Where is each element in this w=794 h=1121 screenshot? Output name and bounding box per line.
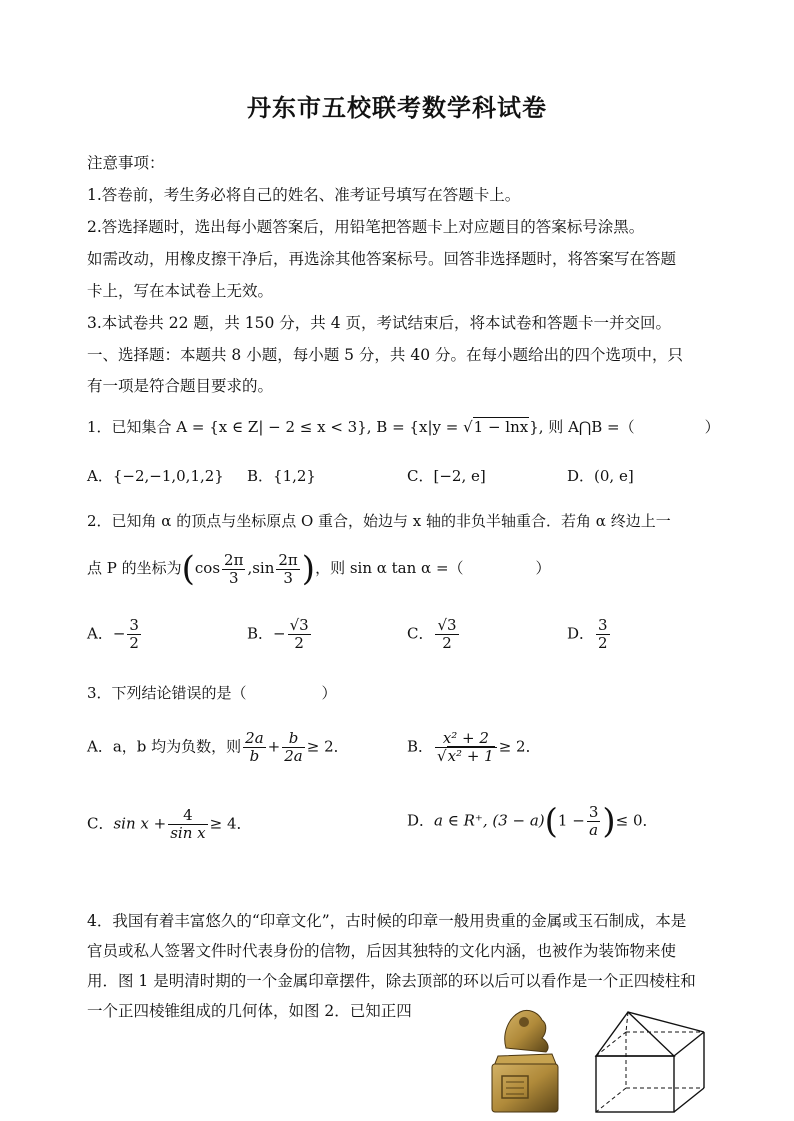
notice-line-5: 3.本试卷共 22 题，共 150 分，共 4 页，考试结束后，将本试卷和答题卡一并交回。 — [87, 314, 672, 332]
q1-option-c: C．[−2, e] — [407, 467, 486, 485]
q3-d-text: a ∈ R⁺, (3 − a) — [434, 811, 545, 830]
q2-frac2-den: 3 — [283, 568, 293, 587]
q3-d-den: a — [589, 821, 599, 839]
q1-option-d: D．(0, e] — [567, 467, 634, 485]
q2-option-b-den: 2 — [294, 634, 304, 652]
q2-option-b-label: B． — [247, 624, 274, 643]
q2-cos: cos — [194, 559, 221, 577]
q3-c-text: sin x + — [113, 814, 167, 833]
q3-option-c-label: C． — [87, 814, 114, 833]
section-heading-line-1: 一、选择题：本题共 8 小题，每小题 5 分，共 40 分。在每小题给出的四个选项中，只 — [87, 346, 684, 364]
q2-option-a-num: 3 — [129, 616, 139, 634]
q2-option-c-den: 2 — [442, 634, 452, 652]
notice-line-3: 如需改动，用橡皮擦干净后，再选涂其他答案标号。回答非选择题时，将答案写在答题 — [87, 250, 677, 268]
q2-sin: sin — [252, 559, 275, 577]
question-3-stem: 3．下列结论错误的是（ ） — [87, 684, 337, 702]
q2-option-d-num: 3 — [598, 616, 608, 634]
q3-a-plus: + — [267, 737, 281, 756]
q2-frac2-num: 2π — [278, 550, 298, 569]
q3-a-frac1-num: 2a — [245, 729, 264, 747]
q3-option-a-label: A． — [87, 737, 113, 756]
q2-option-c-num: √3 — [437, 616, 457, 634]
q2-option-d — [567, 617, 612, 652]
figure-2-prism-pyramid-diagram — [592, 1010, 718, 1118]
q1-stem-part-c: ） — [704, 418, 720, 436]
q3-a-tail: ≥ 2． — [306, 737, 349, 756]
q2-frac1-den: 3 — [228, 568, 239, 587]
q3-c-tail: ≥ 4． — [209, 814, 252, 833]
q2-option-d-label: D． — [567, 624, 595, 643]
q3-b-tail: ≥ 2． — [498, 737, 541, 756]
notice-heading: 注意事项： — [87, 154, 165, 172]
q1-stem-part-b: }, 则 A⋂B =（ — [529, 418, 635, 436]
q2-option-b-sign: − — [273, 624, 286, 643]
q3-d-tail: ≤ 0． — [615, 811, 658, 830]
q3-option-a-text: a，b 均为负数，则 — [112, 737, 242, 756]
q2-line2-part-c: ） — [535, 559, 551, 577]
q3-c-den: sin x — [170, 824, 206, 842]
q3-option-a — [87, 730, 349, 765]
q3-d-one: 1 − — [557, 811, 585, 830]
q3-b-den: x² + 1 — [447, 747, 494, 765]
q3-option-c — [87, 807, 252, 842]
q3-option-d: D．a ∈ R⁺, (3 − a)(1 − $\frac{3}{a}$ )≤ 0． — [407, 801, 658, 842]
q3-option-b-label: B． — [407, 737, 434, 756]
q3-a-frac1-den: b — [249, 747, 260, 765]
q2-option-c — [407, 617, 461, 652]
figure-1-seal-image — [484, 1004, 566, 1116]
q2-line2-part-b: ，则 sin α tan α =（ — [315, 559, 464, 577]
q2-frac1-num: 2π — [224, 550, 244, 569]
q2-line2-part-a: 点 P 的坐标为 — [87, 559, 182, 577]
q1-sqrt-expr: 1 − lnx — [473, 418, 529, 436]
q2-option-a-sign: − — [112, 624, 126, 643]
notice-line-2: 2.答选择题时，选出每小题答案后，用铅笔把答题卡上对应题目的答案标号涂黑。 — [87, 218, 645, 236]
question-1-stem: 1．已知集合 A = {x ∈ Z| − 2 ≤ x < 3}, B = {x|y = √1 − lnx}, 则 A⋂B =（ ） — [87, 418, 720, 436]
q3-c-num: 4 — [168, 807, 207, 825]
q1-stem-part-a: 1．已知集合 A = {x ∈ Z| − 2 ≤ x < 3}, B = {x|y = — [87, 418, 464, 436]
q2-option-c-label: C． — [407, 624, 434, 643]
notice-line-4: 卡上，写在本试卷上无效。 — [87, 282, 274, 300]
q1-option-b: B．{1,2} — [247, 467, 316, 485]
q3-option-b: B． $\frac{\text{x² + 2}}{\text{√x² + 1}}$ ≥ 2． — [407, 729, 541, 765]
section-heading-line-2: 有一项是符合题目要求的。 — [87, 377, 274, 395]
q2-option-a — [87, 617, 143, 652]
q3-d-num: 3 — [588, 803, 599, 821]
q2-option-a-den: 2 — [129, 634, 139, 652]
question-2-line-1: 2．已知角 α 的顶点与坐标原点 O 重合，始边与 x 轴的非负半轴重合．若角 α 终边上一 — [87, 512, 671, 530]
q3-option-d-label: D． — [407, 811, 435, 830]
question-2-line-2: 点 P 的坐标为(cos $\frac{2\pi}{3}$ ,sin $\frac{2\pi}{3}$ )，则 sin α tan α =（ ） — [87, 549, 551, 589]
q2-option-b — [247, 617, 313, 652]
q3-b-num: x² + 2 — [435, 730, 497, 748]
q2-option-a-label: A． — [87, 624, 113, 643]
q2-option-d-den: 2 — [598, 634, 608, 652]
q2-option-b-num: √3 — [289, 616, 309, 634]
q1-option-a: A．{−2,−1,0,1,2} — [87, 467, 224, 485]
notice-line-1: 1.答卷前，考生务必将自己的姓名、准考证号填写在答题卡上。 — [87, 186, 521, 204]
exam-title: 丹东市五校联考数学科试卷 — [247, 94, 547, 122]
q3-a-frac2-den: 2a — [284, 747, 303, 765]
question-4-text: 4．我国有着丰富悠久的“印章文化”，古时候的印章一般用贵重的金属或玉石制成，本是官员或私人签署文件时代表身份的信物，后因其独特的文化内涵，也被作为装饰物来使用．图 1 是明清时期的一个金属印章摆件，除去顶部的环以后可以看作是一个正四棱柱和一个正四棱锥组成的几何体，如图 2．已知正四 — [87, 912, 696, 1020]
q3-a-frac2-num: b — [282, 730, 305, 748]
